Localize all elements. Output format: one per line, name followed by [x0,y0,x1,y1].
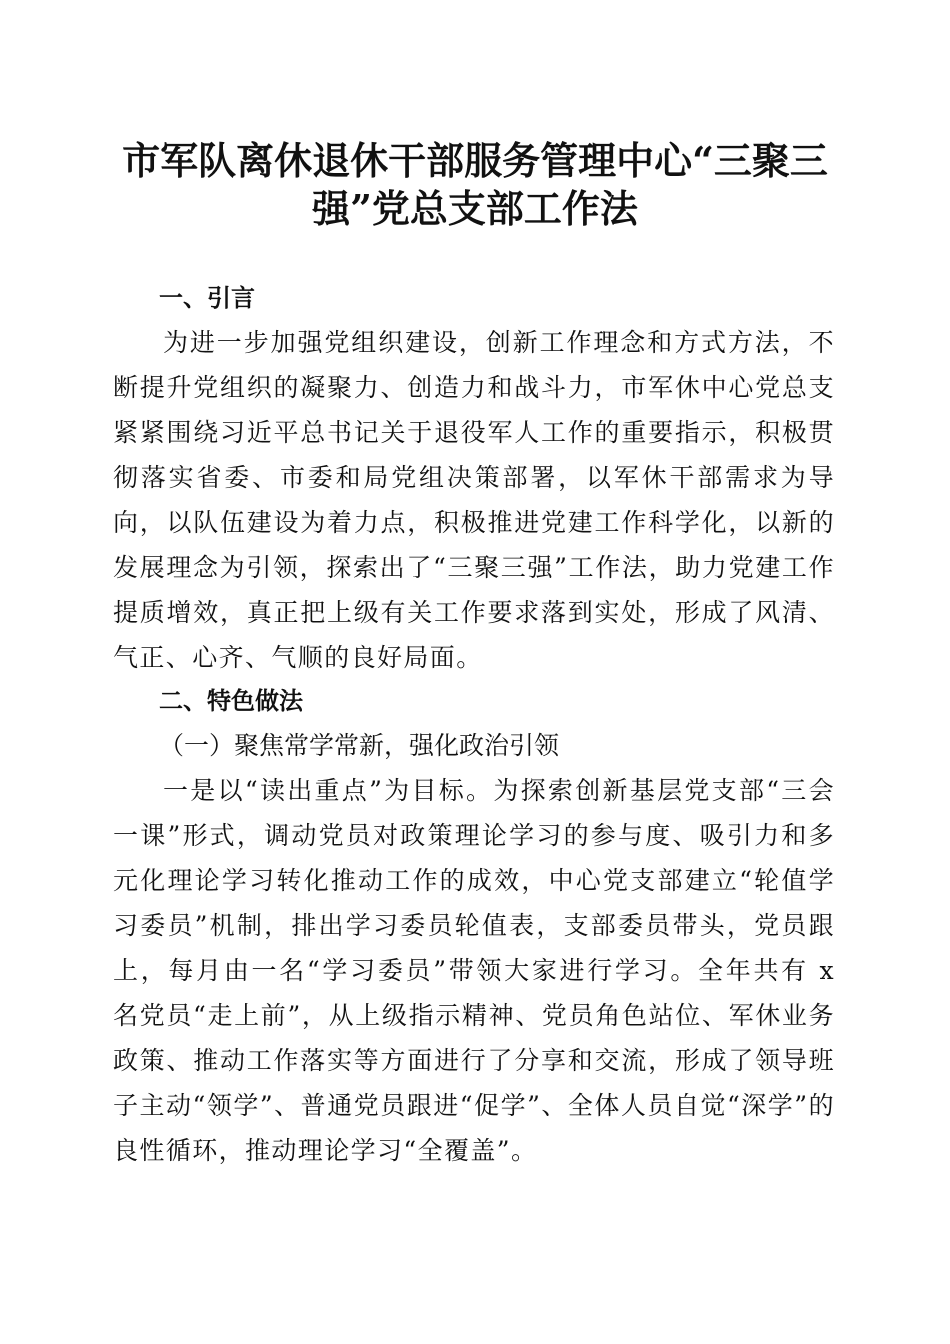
section-heading-features: 二、特色做法 [159,687,303,715]
subsection-1-paragraph: 一是以“读出重点”为目标。为探索创新基层党支部“三会一课”形式，调动党员对政策理论学习的参与度、吸引力和多元化理论学习转化推动工作的成效，中心党支部建立“轮值学习委员”机制，排出学习委员轮值表，支部委员带头，党员跟上，每月由一名“学习委员”带领大家进行学习。全年共有 x 名党员“走上前”，从上级指示精神、党员角色站位、军休业务政策、推动工作落实等方面进行了分享和交流，形成了领导班子主动“领学”、普通党员跟进“促学”、全体人员自觉“深学”的良性循环，推动理论学习“全覆盖”。 [113,776,835,1165]
subsection-heading-1: （一）聚焦常学常新，强化政治引领 [159,731,560,760]
document-title-line-1: 市军队离休退休干部服务管理中心“三聚三 [122,138,828,183]
intro-paragraph: 为进一步加强党组织建设，创新工作理念和方式方法，不断提升党组织的凝聚力、创造力和战斗力，市军休中心党总支紧紧围绕习近平总书记关于退役军人工作的重要指示，积极贯彻落实省委、市委和局党组决策部署，以军休干部需求为导向，以队伍建设为着力点，积极推进党建工作科学化，以新的发展理念为引领，探索出了“三聚三强”工作法，助力党建工作提质增效，真正把上级有关工作要求落到实处，形成了风清、气正、心齐、气顺的良好局面。 [113,328,835,672]
document-title-line-2: 强”党总支部工作法 [312,186,638,231]
section-heading-intro: 一、引言 [159,284,255,312]
